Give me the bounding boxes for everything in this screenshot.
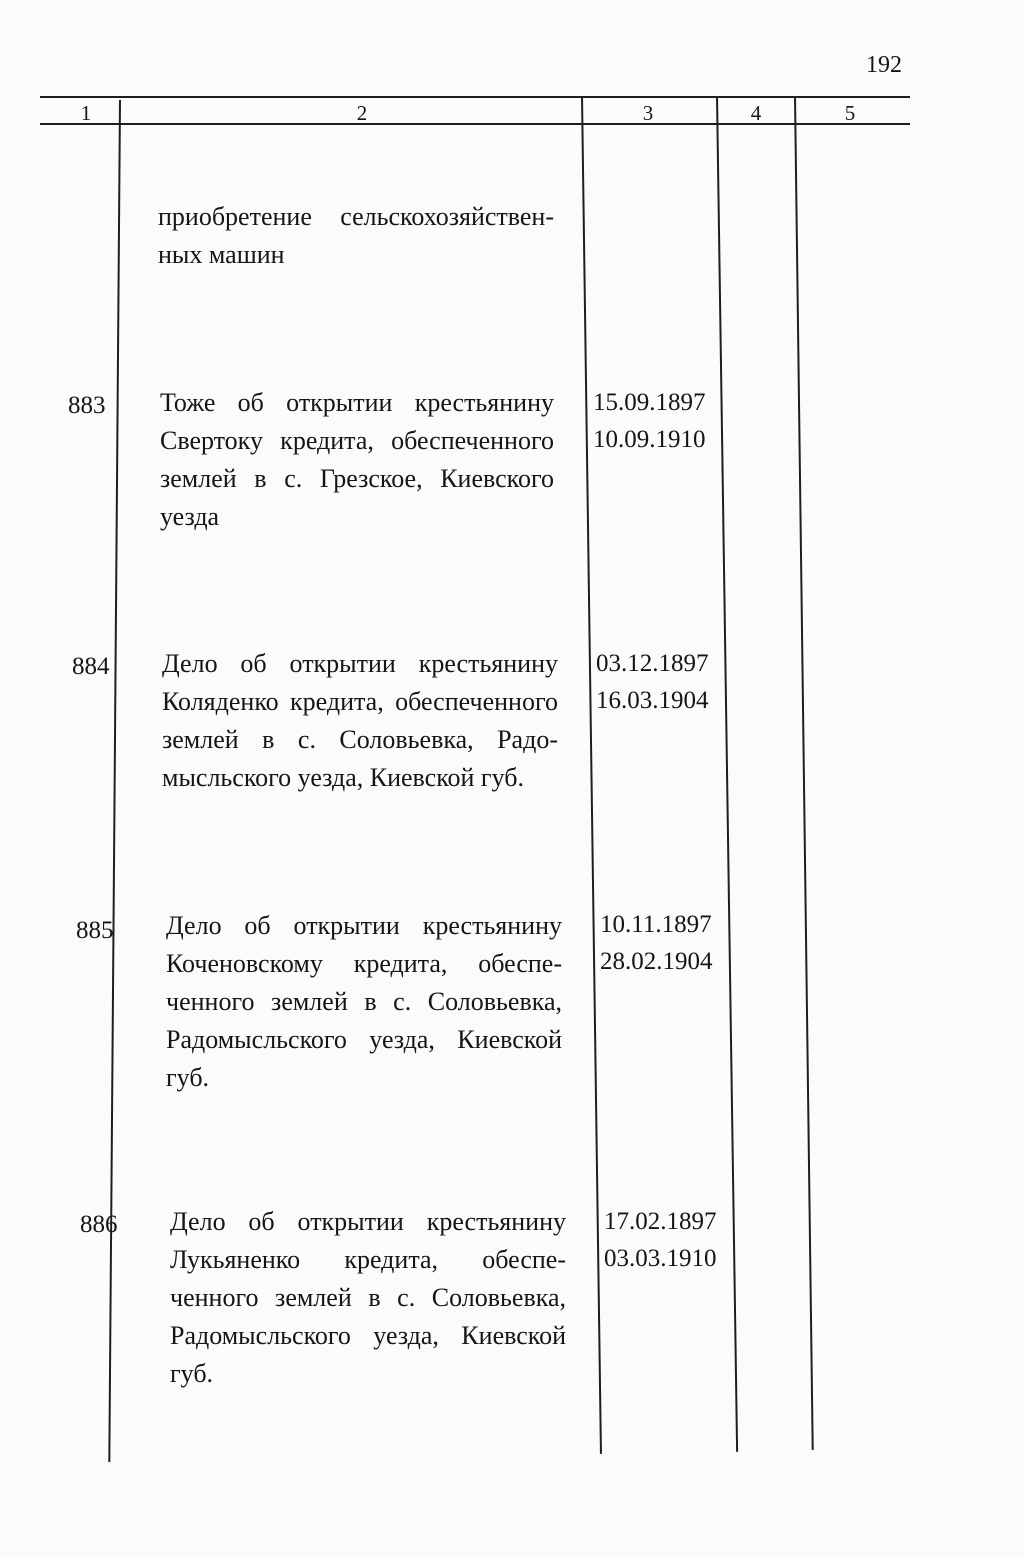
start-date: 15.09.1897	[593, 389, 706, 416]
row-description: Тоже об открытии крестьянину Свертоку кредита, обеспеченного землей в с. Грезское, Киевского уезда	[160, 388, 554, 531]
row-number: 885	[76, 917, 114, 944]
column-header-2: 2	[356, 101, 368, 125]
column-divider-2	[581, 96, 602, 1454]
row-number: 884	[72, 653, 110, 680]
column-divider-3	[716, 96, 738, 1452]
column-header-1: 1	[80, 101, 92, 125]
row-number: 883	[68, 392, 106, 419]
column-header-5: 5	[844, 101, 856, 125]
end-date: 03.03.1910	[604, 1245, 717, 1272]
column-divider-4	[794, 96, 814, 1450]
row-description: Дело об открытии крестьянину Лукьяненко кредита, обеспе-ченного землей в с. Соловьевка, Радомысльского уезда, Киевской губ.	[170, 1207, 566, 1388]
row-dates	[600, 906, 713, 980]
end-date: 28.02.1904	[600, 948, 713, 975]
table-top-rule	[40, 96, 910, 98]
row-number: 886	[80, 1211, 118, 1238]
end-date: 16.03.1904	[596, 687, 709, 714]
row-dates	[604, 1203, 717, 1277]
row-description: приобретение сельскохозяйствен-ных машин	[158, 202, 554, 269]
column-header-4: 4	[750, 101, 762, 125]
table-header-rule	[40, 123, 910, 125]
end-date: 10.09.1910	[593, 426, 706, 453]
start-date: 10.11.1897	[600, 911, 712, 938]
row-dates	[596, 645, 709, 719]
column-header-3: 3	[642, 101, 654, 125]
column-divider-1	[108, 100, 121, 1462]
start-date: 03.12.1897	[596, 650, 709, 677]
row-dates	[593, 384, 706, 458]
row-description: Дело об открытии крестьянину Коляденко кредита, обеспеченного землей в с. Соловьевка, Радо-мысльского уезда, Киевской губ.	[162, 649, 558, 792]
row-description: Дело об открытии крестьянину Коченовскому кредита, обеспе-ченного землей в с. Соловьевка, Радомысльского уезда, Киевской губ.	[166, 911, 562, 1092]
start-date: 17.02.1897	[604, 1208, 717, 1235]
page-number: 192	[866, 52, 902, 78]
